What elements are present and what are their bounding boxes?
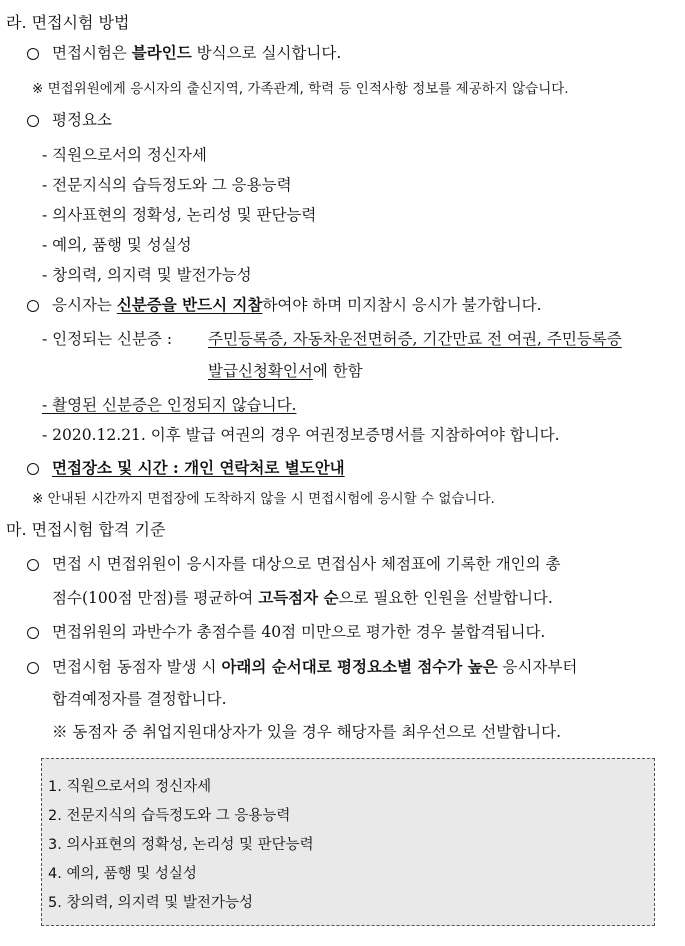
eval-item: - 의사표현의 정확성, 논리성 및 판단능력 — [42, 206, 317, 224]
text: 응시자는 — [52, 296, 117, 314]
text: 면접시험은 — [52, 44, 132, 62]
text: 면접시험 동점자 발생 시 — [52, 658, 222, 676]
text: 발급신청확인서 — [208, 362, 313, 380]
circle-bullet-icon — [27, 559, 39, 571]
id-required-line — [52, 294, 542, 316]
tie-rule-line-cont: 합격예정자를 결정합니다. — [52, 690, 227, 708]
eval-item: - 예의, 품행 및 성실성 — [42, 236, 192, 254]
circle-bullet-icon — [27, 627, 39, 639]
text: 하여야 하며 미지참시 응시가 불가합니다. — [262, 296, 542, 314]
ranked-item: 1. 직원으로서의 정신자세 — [48, 779, 212, 795]
location-time-emphasis: 면접장소 및 시간 : 개인 연락처로 별도안내 — [52, 458, 345, 477]
accepted-id-list: 주민등록증, 자동차운전면허증, 기간만료 전 여권, 주민등록증 — [208, 330, 622, 348]
circle-bullet-icon — [27, 463, 39, 475]
blind-method-line — [52, 42, 341, 64]
fail-criteria-line: 면접위원의 과반수가 총점수를 40점 미만으로 평가한 경우 불합격됩니다. — [52, 623, 546, 641]
circle-bullet-icon — [27, 300, 39, 312]
tie-break-order-box — [41, 758, 655, 926]
section-heading-criteria: 마. 면접시험 합격 기준 — [6, 520, 166, 539]
criteria-line: 면접 시 면접위원이 응시자를 대상으로 면접심사 체점표에 기록한 개인의 총 — [52, 555, 561, 573]
location-time-line — [52, 457, 345, 479]
id-required-emphasis: 신분증을 반드시 지참 — [116, 295, 263, 314]
tie-priority-note: ※ 동점자 중 취업지원대상자가 있을 경우 해당자를 최우선으로 선발합니다. — [52, 723, 562, 741]
circle-bullet-icon — [27, 662, 39, 674]
ranked-item: 5. 창의력, 의지력 및 발전가능성 — [48, 895, 253, 911]
tie-rule-line — [52, 656, 577, 678]
high-score-emphasis: 고득점자 순 — [258, 588, 339, 607]
text: 에 한함 — [312, 362, 363, 380]
evaluation-factors-heading: 평정요소 — [52, 111, 112, 129]
late-arrival-note: ※ 안내된 시간까지 면접장에 도착하지 않을 시 면접시험에 응시할 수 없습니다. — [32, 491, 495, 507]
ranked-item: 3. 의사표현의 정확성, 논리성 및 판단능력 — [48, 837, 314, 853]
text: 점수(100점 만점)를 평균하여 — [52, 589, 259, 607]
passport-note: - 2020.12.21. 이후 발급 여권의 경우 여권정보증명서를 지참하여야 합니다. — [42, 426, 560, 444]
ranked-item: 2. 전문지식의 습득정도와 그 응용능력 — [48, 808, 291, 824]
photo-id-not-accepted: - 촬영된 신분증은 인정되지 않습니다. — [42, 396, 297, 414]
text: 으로 필요한 인원을 선발합니다. — [338, 589, 553, 607]
eval-item: - 창의력, 의지력 및 발전가능성 — [42, 266, 252, 284]
circle-bullet-icon — [27, 48, 39, 60]
eval-item: - 직원으로서의 정신자세 — [42, 146, 207, 164]
text: 응시자부터 — [497, 658, 578, 676]
tie-rule-emphasis: 아래의 순서대로 평정요소별 점수가 높은 — [221, 657, 498, 676]
circle-bullet-icon — [27, 115, 39, 127]
eval-item: - 전문지식의 습득정도와 그 응용능력 — [42, 176, 292, 194]
criteria-line-cont — [52, 587, 553, 609]
ranked-item: 4. 예의, 품행 및 성실성 — [48, 866, 197, 882]
accepted-id-list-cont — [208, 360, 363, 382]
blind-emphasis: 블라인드 — [131, 43, 192, 62]
accepted-id-label: - 인정되는 신분증 : — [42, 330, 173, 348]
info-withheld-note: ※ 면접위원에게 응시자의 출신지역, 가족관계, 학력 등 인적사항 정보를 제공하지 않습니다. — [32, 81, 569, 97]
text: 방식으로 실시합니다. — [191, 44, 342, 62]
section-heading-method: 라. 면접시험 방법 — [6, 13, 130, 32]
